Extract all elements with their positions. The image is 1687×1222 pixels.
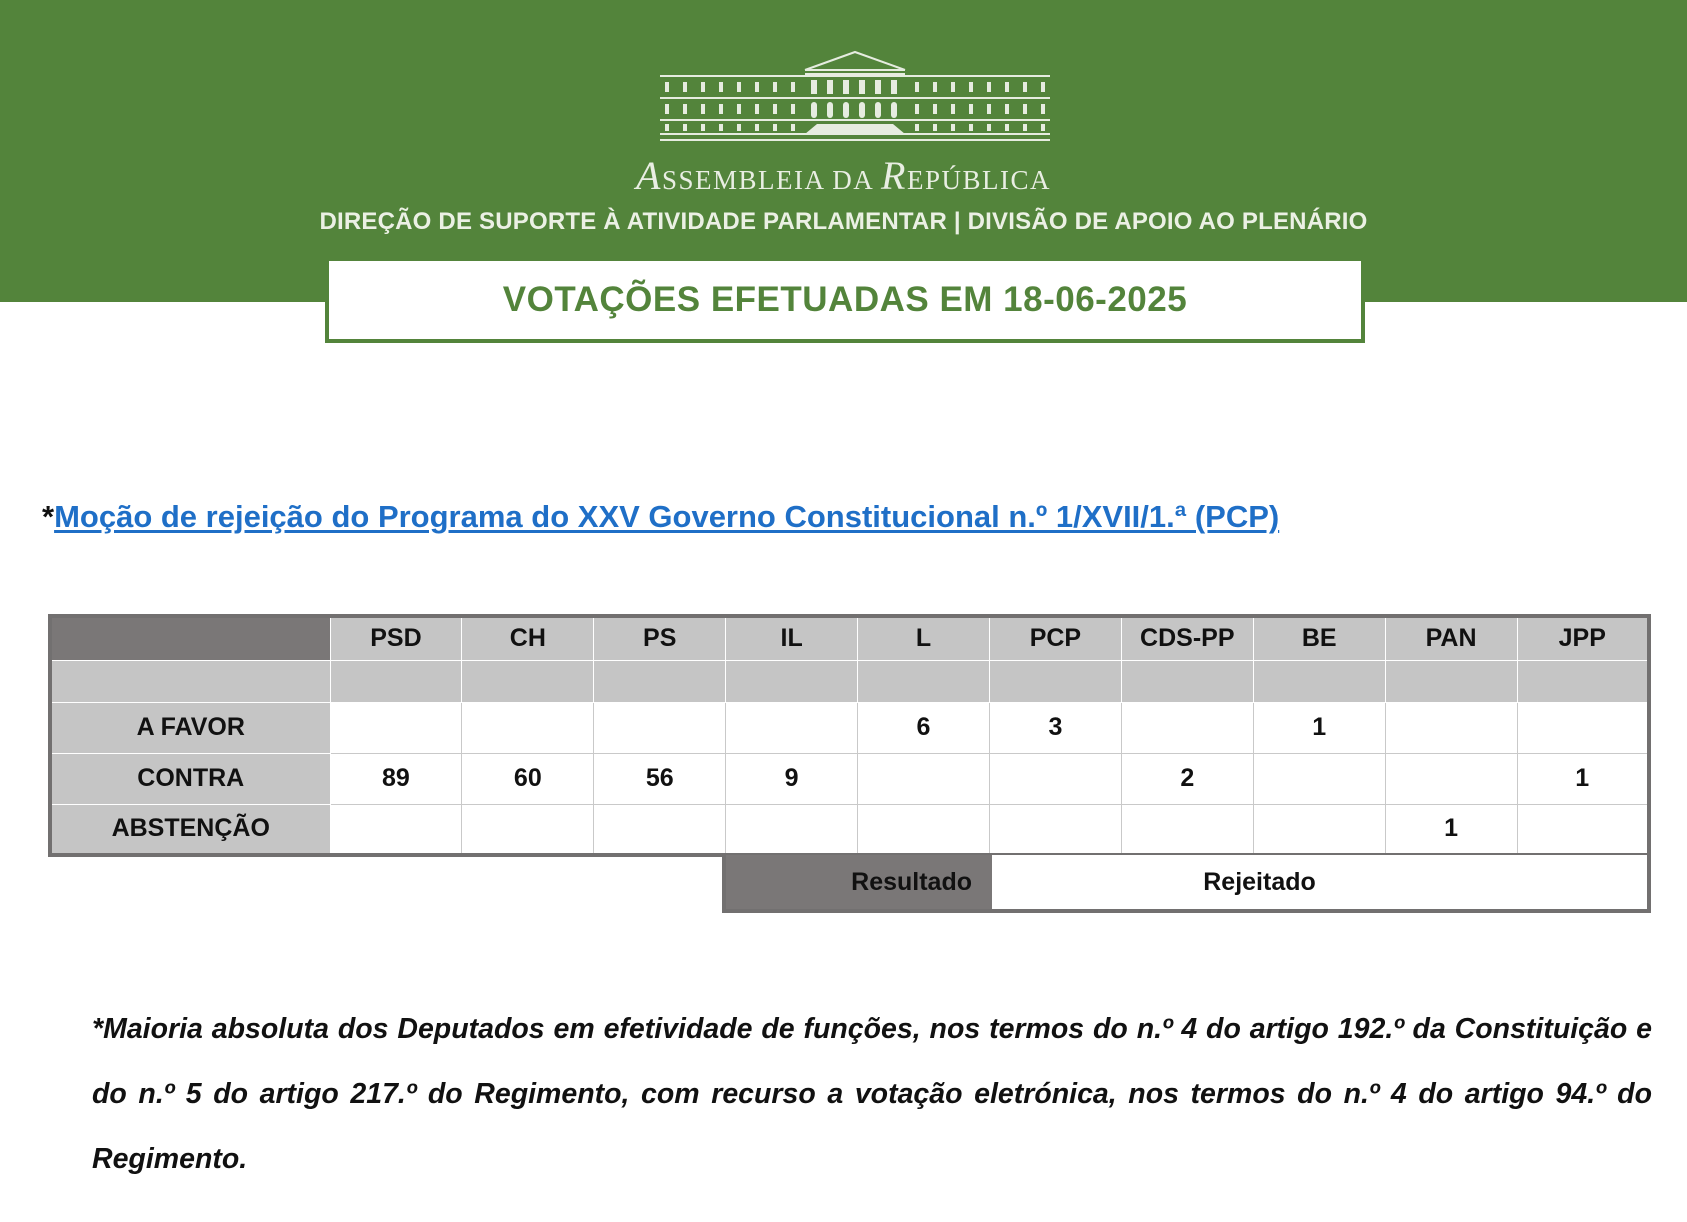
vote-cell: 1 (1517, 753, 1649, 804)
party-header: JPP (1517, 616, 1649, 660)
vote-cell (594, 702, 726, 753)
spacer-row (50, 660, 1649, 702)
party-header: PSD (330, 616, 462, 660)
vote-cell (726, 804, 858, 855)
vote-cell (989, 753, 1121, 804)
vote-cell (462, 804, 594, 855)
party-header: CH (462, 616, 594, 660)
brand-first-rest: SSEMBLEIA DA (661, 165, 882, 195)
party-header: PAN (1385, 616, 1517, 660)
motion-asterisk: * (42, 499, 55, 534)
result-row (722, 855, 1651, 913)
motion-heading (42, 499, 1279, 535)
footnote: *Maioria absoluta dos Deputados em efetividade de funções, nos termos do n.º 4 do artigo 192.º da Constituição e do n.º 5 do artigo 217.º do Regimento, com recurso a votação eletrónica, nos termos do n.º 4 do artigo 94.º do Regimento. (92, 1013, 1652, 1175)
vote-cell: 1 (1253, 702, 1385, 753)
result-value: Rejeitado (992, 855, 1647, 909)
vote-cell (1121, 804, 1253, 855)
vote-row-contra (50, 753, 1649, 804)
vote-cell (330, 804, 462, 855)
vote-cell (594, 804, 726, 855)
party-header: PCP (989, 616, 1121, 660)
row-label: A FAVOR (50, 702, 330, 753)
party-header: IL (726, 616, 858, 660)
spacer-cell (726, 660, 858, 702)
institution-name (0, 152, 1687, 199)
title-box (325, 261, 1365, 343)
result-label: Resultado (726, 855, 992, 909)
vote-cell (462, 702, 594, 753)
row-label: ABSTENÇÃO (50, 804, 330, 855)
vote-cell: 89 (330, 753, 462, 804)
vote-cell: 60 (462, 753, 594, 804)
header-corner (50, 616, 330, 660)
vote-cell (1385, 753, 1517, 804)
vote-cell (989, 804, 1121, 855)
spacer-cell (1253, 660, 1385, 702)
vote-cell (1121, 702, 1253, 753)
spacer-cell (462, 660, 594, 702)
parliament-building-icon (655, 50, 1055, 145)
vote-cell (858, 753, 990, 804)
spacer-cell (50, 660, 330, 702)
party-header-row (50, 616, 1649, 660)
row-label: CONTRA (50, 753, 330, 804)
vote-cell (726, 702, 858, 753)
spacer-cell (858, 660, 990, 702)
votes-table (48, 614, 1651, 857)
party-header: BE (1253, 616, 1385, 660)
vote-cell: 2 (1121, 753, 1253, 804)
vote-cell: 6 (858, 702, 990, 753)
party-header: L (858, 616, 990, 660)
brand-second-rest: EPÚBLICA (906, 165, 1051, 195)
vote-row-favor (50, 702, 1649, 753)
vote-cell (330, 702, 462, 753)
vote-cell (858, 804, 990, 855)
spacer-cell (1121, 660, 1253, 702)
motion-link[interactable]: Moção de rejeição do Programa do XXV Governo Constitucional n.º 1/XVII/1.ª (PCP) (54, 499, 1280, 534)
vote-cell (1385, 702, 1517, 753)
spacer-cell (989, 660, 1121, 702)
vote-row-abstencao (50, 804, 1649, 855)
vote-cell (1517, 702, 1649, 753)
vote-cell (1253, 804, 1385, 855)
vote-cell (1517, 804, 1649, 855)
spacer-cell (1385, 660, 1517, 702)
department-line: DIREÇÃO DE SUPORTE À ATIVIDADE PARLAMENTAR | DIVISÃO DE APOIO AO PLENÁRIO (319, 208, 1368, 235)
party-header: CDS-PP (1121, 616, 1253, 660)
party-header: PS (594, 616, 726, 660)
vote-cell (1253, 753, 1385, 804)
vote-cell: 1 (1385, 804, 1517, 855)
spacer-cell (1517, 660, 1649, 702)
spacer-cell (594, 660, 726, 702)
brand-second-cap: R (881, 153, 907, 198)
spacer-cell (330, 660, 462, 702)
vote-cell: 56 (594, 753, 726, 804)
header-banner (0, 0, 1687, 302)
page-title: VOTAÇÕES EFETUADAS EM 18-06-2025 (502, 280, 1188, 319)
vote-cell: 9 (726, 753, 858, 804)
vote-cell: 3 (989, 702, 1121, 753)
brand-first-cap: A (636, 153, 662, 198)
